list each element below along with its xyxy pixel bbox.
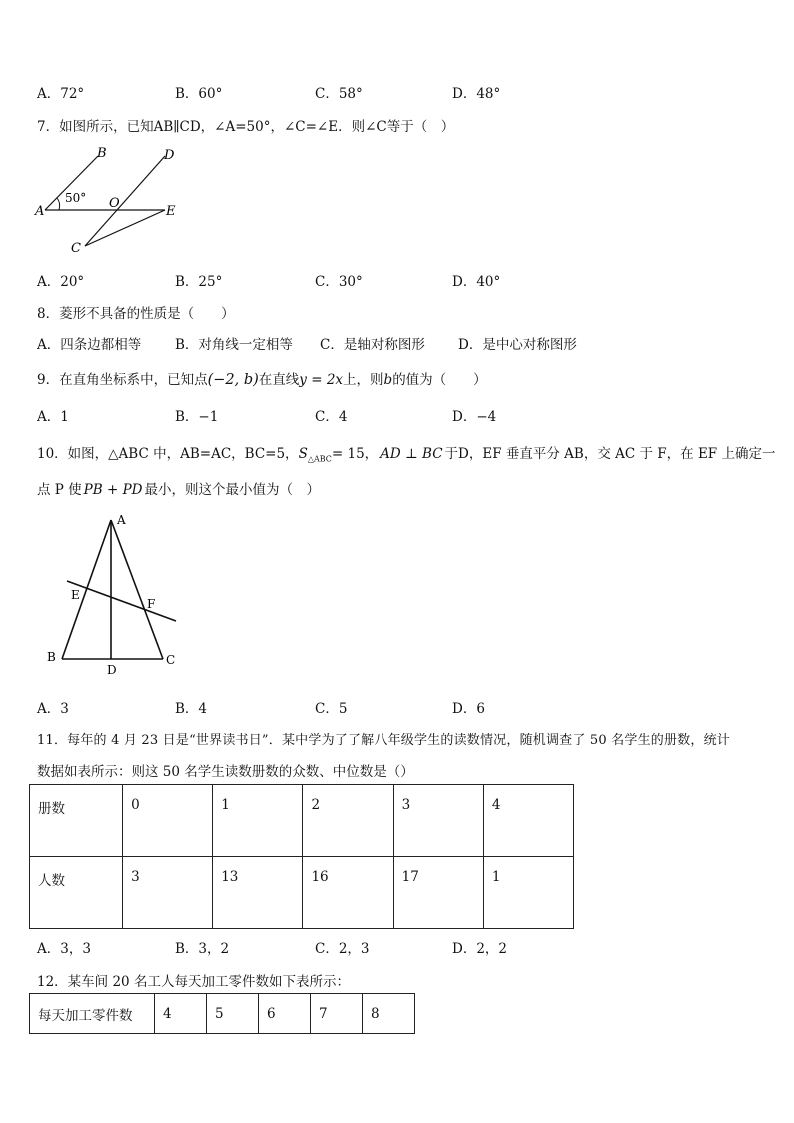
table-cell: 册数	[30, 785, 123, 857]
table-row	[30, 785, 574, 857]
q10-options	[37, 697, 757, 715]
q8-options	[37, 333, 757, 351]
q10-option-b: B．4	[175, 701, 208, 717]
q7-option-c: C．30°	[315, 274, 363, 290]
q12-table	[29, 993, 415, 1034]
q10-figure	[40, 510, 190, 680]
q10-area-value: = 15，	[331, 446, 379, 462]
q10-label-e: E	[71, 588, 80, 602]
q7-text: 7．如图所示，已知AB∥CD，∠A=50°，∠C=∠E．则∠C等于（ ）	[37, 119, 455, 135]
q7-label-d: D	[164, 148, 175, 163]
table-cell: 人数	[30, 857, 123, 929]
q7-label-angle: 50°	[65, 191, 87, 205]
table-cell: 每天加工零件数	[30, 994, 155, 1034]
q7-options	[37, 270, 757, 288]
q8-option-b: B．对角线一定相等	[175, 337, 293, 353]
table-cell: 17	[393, 857, 483, 929]
q10-option-d: D．6	[452, 701, 485, 717]
q8-option-c: C．是轴对称图形	[320, 337, 425, 353]
q9-line-eq: y = 2x	[299, 372, 344, 388]
q11-option-d: D．2，2	[452, 941, 508, 957]
q10-line-2	[37, 478, 320, 498]
q7-line-cd	[85, 156, 165, 246]
table-row	[30, 994, 415, 1034]
q10-option-a: A．3	[37, 701, 69, 717]
q7-label-o: O	[109, 196, 120, 211]
q9-text-end: 的值为（ ）	[392, 372, 487, 388]
q7-figure	[30, 142, 200, 260]
q6-option-d: D．48°	[452, 86, 501, 102]
q10-perp: AD ⊥ BC	[380, 446, 443, 462]
q10-label-f: F	[147, 597, 156, 611]
table-cell: 4	[483, 785, 573, 857]
table-cell: 1	[483, 857, 573, 929]
q10-label-a: A	[117, 513, 126, 527]
table-cell: 3	[393, 785, 483, 857]
q10-label-c: C	[166, 653, 176, 667]
q9-var: b	[383, 372, 393, 388]
q10-text-c: 点 P 使	[37, 482, 82, 498]
q7-option-b: B．25°	[175, 274, 223, 290]
q10-option-c: C．5	[315, 701, 348, 717]
q6-option-b: B．60°	[175, 86, 223, 102]
q10-side-ab	[62, 520, 111, 659]
q7-angle-arc	[57, 198, 60, 210]
q11-option-c: C．2，3	[315, 941, 370, 957]
table-cell: 1	[213, 785, 303, 857]
table-row	[30, 857, 574, 929]
q11-text-line-2: 数据如表所示：则这 50 名学生读数册数的众数、中位数是（）	[37, 764, 414, 780]
q9-text-prefix: 9．在直角坐标系中，已知点	[37, 372, 208, 388]
q10-text-d: 最小，则这个最小值为（ ）	[144, 482, 320, 498]
q9-option-c: C．4	[315, 409, 348, 425]
q9-option-a: A．1	[37, 409, 69, 425]
q11-option-a: A．3，3	[37, 941, 91, 957]
table-cell: 6	[259, 994, 311, 1034]
table-cell: 13	[213, 857, 303, 929]
q8-option-a: A．四条边都相等	[37, 337, 142, 353]
q11-table	[29, 784, 574, 929]
q7-label-b: B	[97, 146, 107, 161]
table-cell: 2	[303, 785, 393, 857]
table-cell: 7	[311, 994, 363, 1034]
q10-line-ef	[67, 581, 176, 621]
table-cell: 4	[155, 994, 207, 1034]
q12-text: 12．某车间 20 名工人每天加工零件数如下表所示：	[37, 974, 350, 990]
q6-option-a: A．72°	[37, 86, 85, 102]
q11-option-b: B．3，2	[175, 941, 230, 957]
table-cell: 5	[207, 994, 259, 1034]
table-cell: 8	[363, 994, 415, 1034]
q9-text-mid: 在直线	[258, 372, 300, 388]
q9-point: (−2, b)	[207, 372, 259, 388]
q10-text-b: 于D，EF 垂直平分 AB，交 AC 于 F，在 EF 上确定一	[444, 446, 776, 462]
q10-area-symbol: S	[298, 446, 308, 462]
table-cell: 3	[123, 857, 213, 929]
q10-label-d: D	[107, 663, 117, 677]
q11-options	[37, 937, 757, 955]
q7-line-ce	[85, 210, 165, 246]
q10-text-a: 10．如图，△ABC 中，AB=AC，BC=5，	[37, 446, 299, 462]
table-cell: 0	[123, 785, 213, 857]
q9-text	[37, 368, 487, 388]
q8-text: 8．菱形不具备的性质是（ ）	[37, 306, 235, 322]
q10-line-1	[37, 442, 775, 464]
q7-label-a: A	[35, 204, 45, 219]
q7-label-e: E	[166, 204, 176, 219]
q9-options	[37, 405, 757, 423]
q10-side-ac	[111, 520, 163, 659]
q9-option-d: D．−4	[452, 409, 497, 425]
q7-option-d: D．40°	[452, 274, 501, 290]
q7-label-c: C	[71, 241, 81, 256]
q10-label-b: B	[47, 650, 56, 664]
q9-text-suffix: 上，则	[343, 372, 384, 388]
table-cell: 16	[303, 857, 393, 929]
q9-option-b: B．−1	[175, 409, 219, 425]
q6-options	[37, 82, 757, 100]
q10-expr: PB + PD	[83, 482, 143, 498]
q6-option-c: C．58°	[315, 86, 363, 102]
q8-option-d: D．是中心对称图形	[458, 337, 577, 353]
q10-area-subscript: △ABC	[307, 454, 332, 464]
q7-option-a: A．20°	[37, 274, 85, 290]
q11-text-line-1: 11．每年的 4 月 23 日是“世界读书日”．某中学为了了解八年级学生的读数情况，随机调查了 50 名学生的册数，统计	[37, 733, 730, 748]
